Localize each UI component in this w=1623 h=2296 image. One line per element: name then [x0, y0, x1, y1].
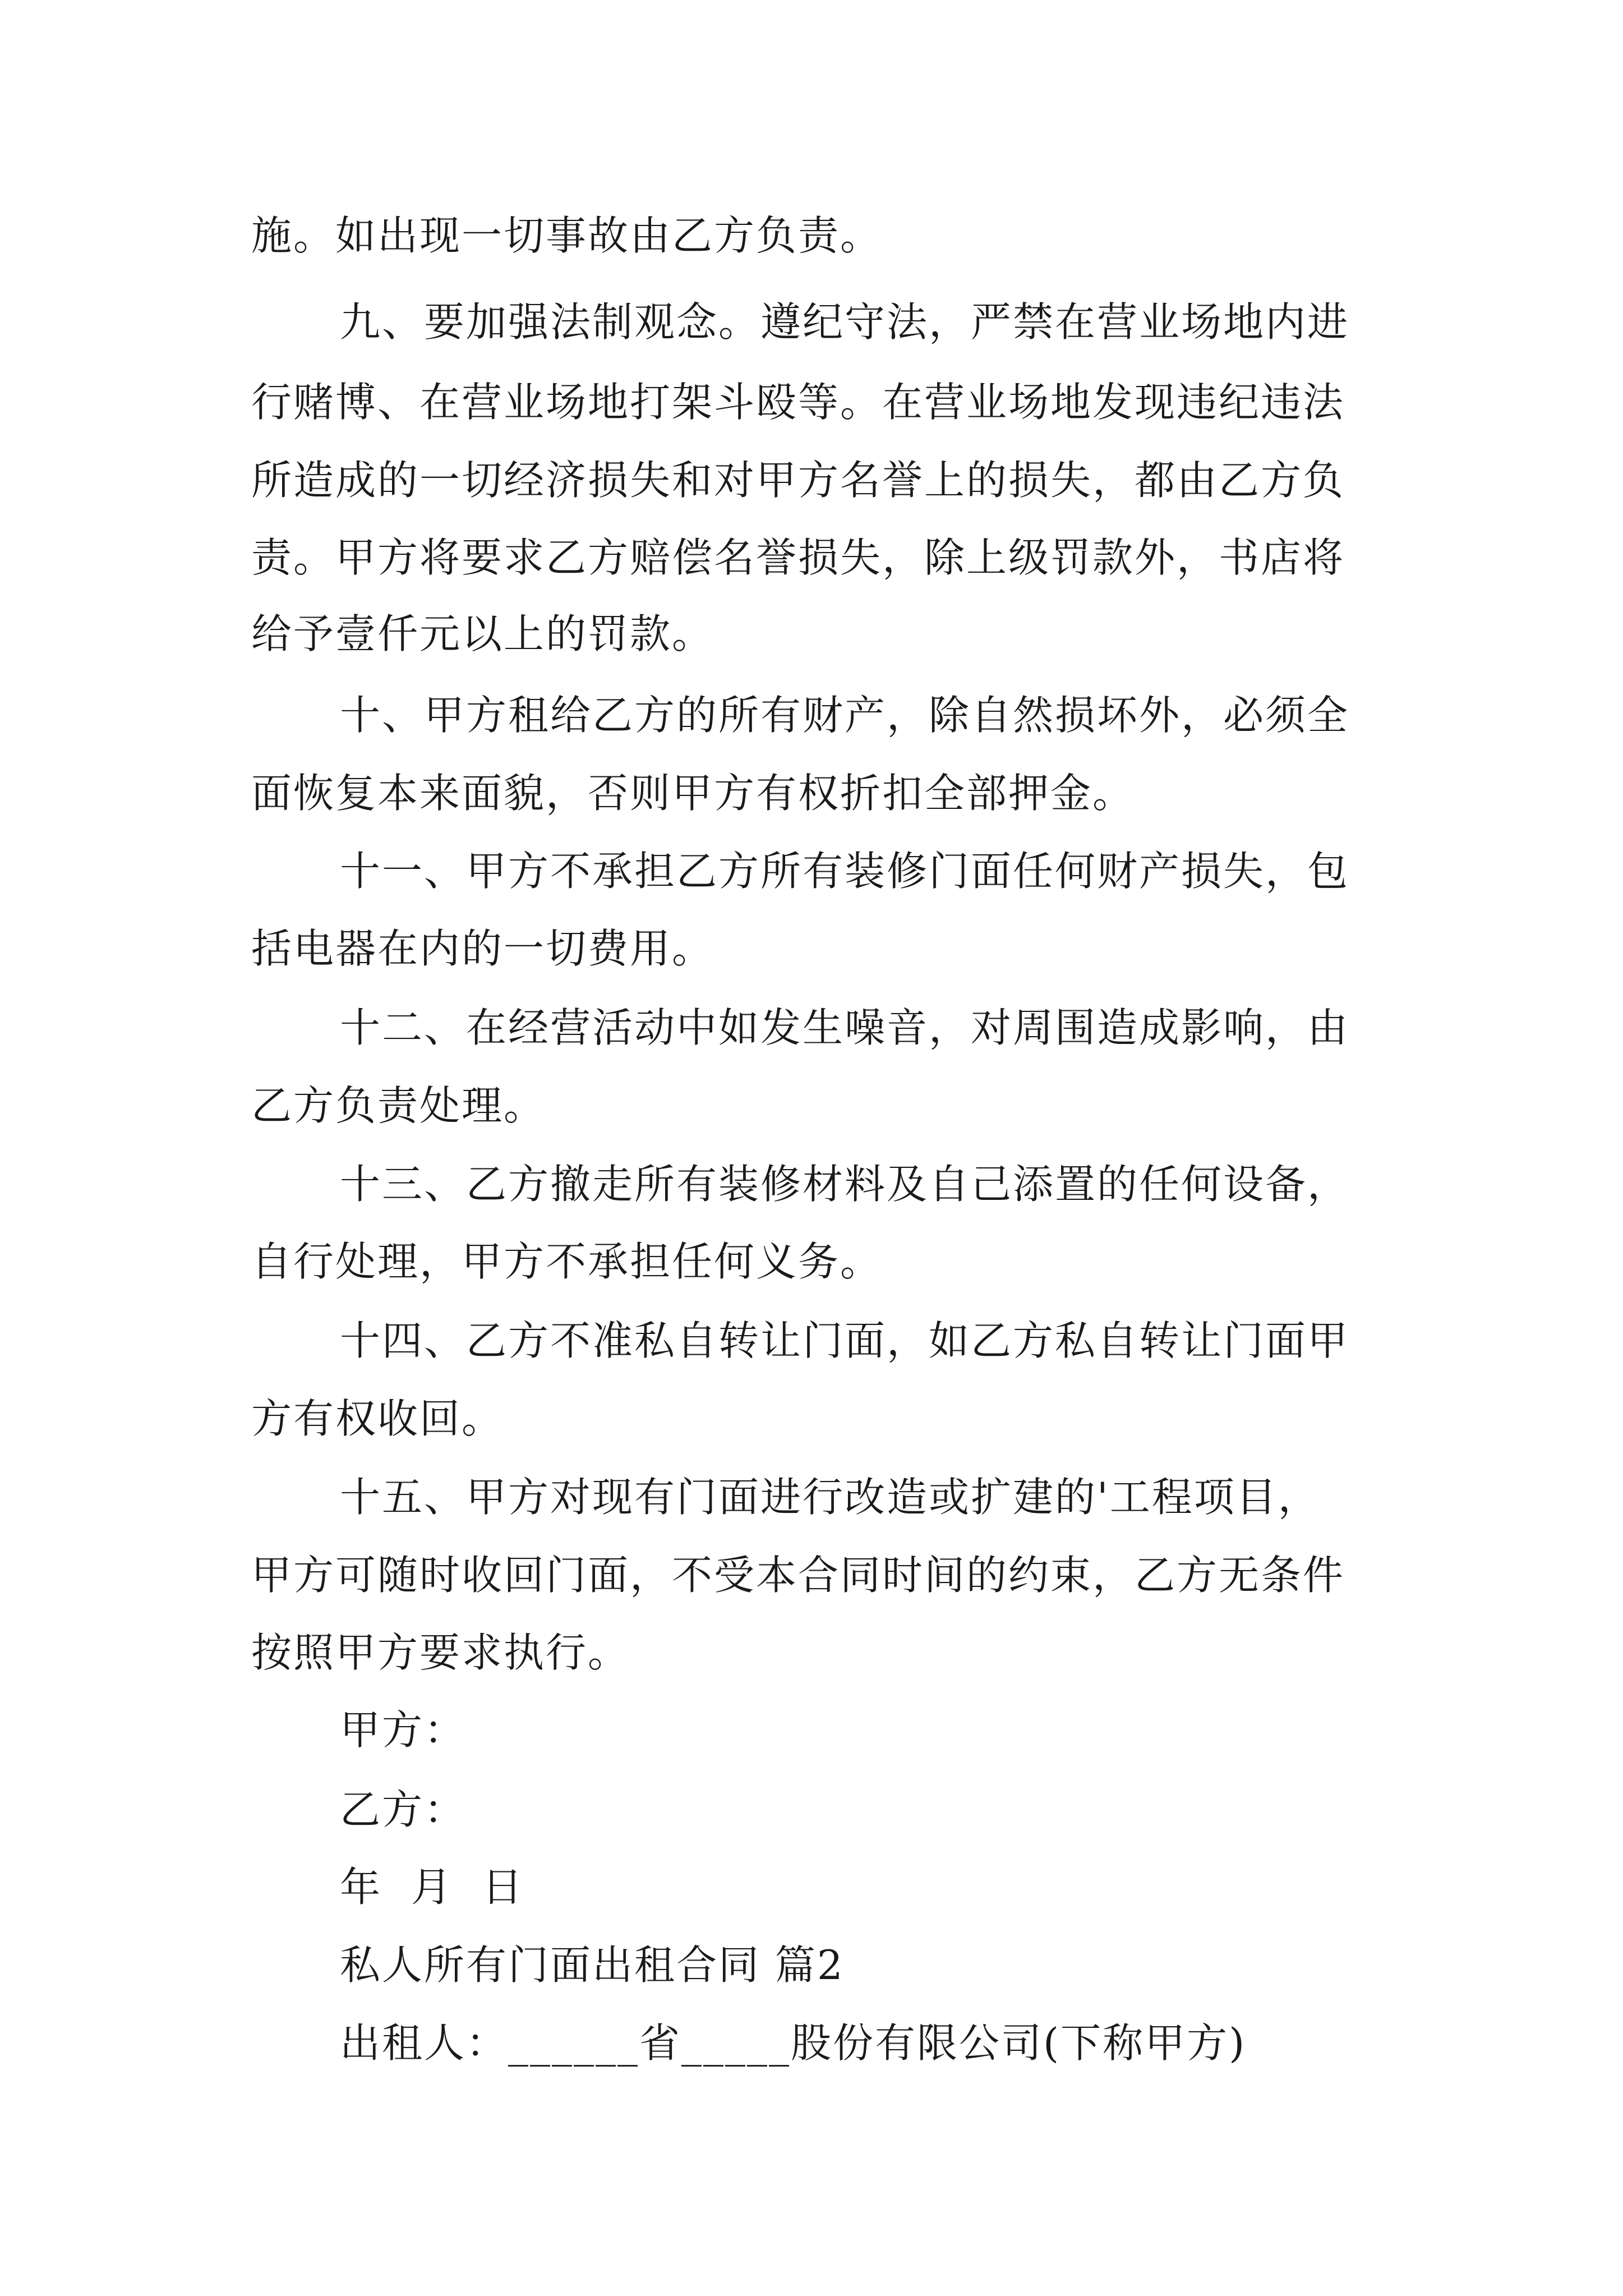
signature-date: 年 月 日 [340, 1864, 524, 1911]
text-line: 按照甲方要求执行。 [251, 1629, 630, 1676]
text-line: 自行处理，甲方不承担任何义务。 [251, 1238, 883, 1285]
text-line: 给予壹仟元以上的罚款。 [251, 610, 714, 657]
text-line: 十二、在经营活动中如发生噪音，对周围造成影响，由 [340, 1004, 1350, 1051]
text-line: 括电器在内的一切费用。 [251, 925, 714, 972]
text-line: 十、甲方租给乙方的所有财产，除自然损坏外，必须全 [340, 692, 1350, 739]
text-line: 行赌博、在营业场地打架斗殴等。在营业场地发现违纪违法 [251, 379, 1345, 426]
text-line: 乙方负责处理。 [251, 1082, 546, 1129]
text-line: 九、要加强法制观念。遵纪守法，严禁在营业场地内进 [340, 298, 1350, 346]
text-line: 责。甲方将要求乙方赔偿名誉损失，除上级罚款外，书店将 [251, 534, 1345, 581]
text-line: 出租人：______省_____股份有限公司(下称甲方) [340, 2019, 1247, 2067]
text-line: 甲方可随时收回门面，不受本合同时间的约束，乙方无条件 [251, 1552, 1345, 1599]
text-line: 十三、乙方撤走所有装修材料及自己添置的任何设备， [340, 1161, 1350, 1208]
text-line: 所造成的一切经济损失和对甲方名誉上的损失，都由乙方负 [251, 457, 1345, 504]
signature-party-b: 乙方： [340, 1786, 467, 1833]
text-line: 施。如出现一切事故由乙方负责。 [251, 212, 883, 259]
text-line: 十四、乙方不准私自转让门面，如乙方私自转让门面甲 [340, 1317, 1350, 1364]
text-line: 十五、甲方对现有门面进行改造或扩建的'工程项目， [340, 1474, 1320, 1521]
text-line: 面恢复本来面貌，否则甲方有权折扣全部押金。 [251, 770, 1135, 817]
text-line: 十一、甲方不承担乙方所有装修门面任何财产损失，包 [340, 848, 1350, 895]
section-title: 私人所有门面出租合同 篇2 [340, 1941, 845, 1989]
signature-party-a: 甲方： [340, 1706, 467, 1754]
text-line: 方有权收回。 [251, 1395, 504, 1442]
